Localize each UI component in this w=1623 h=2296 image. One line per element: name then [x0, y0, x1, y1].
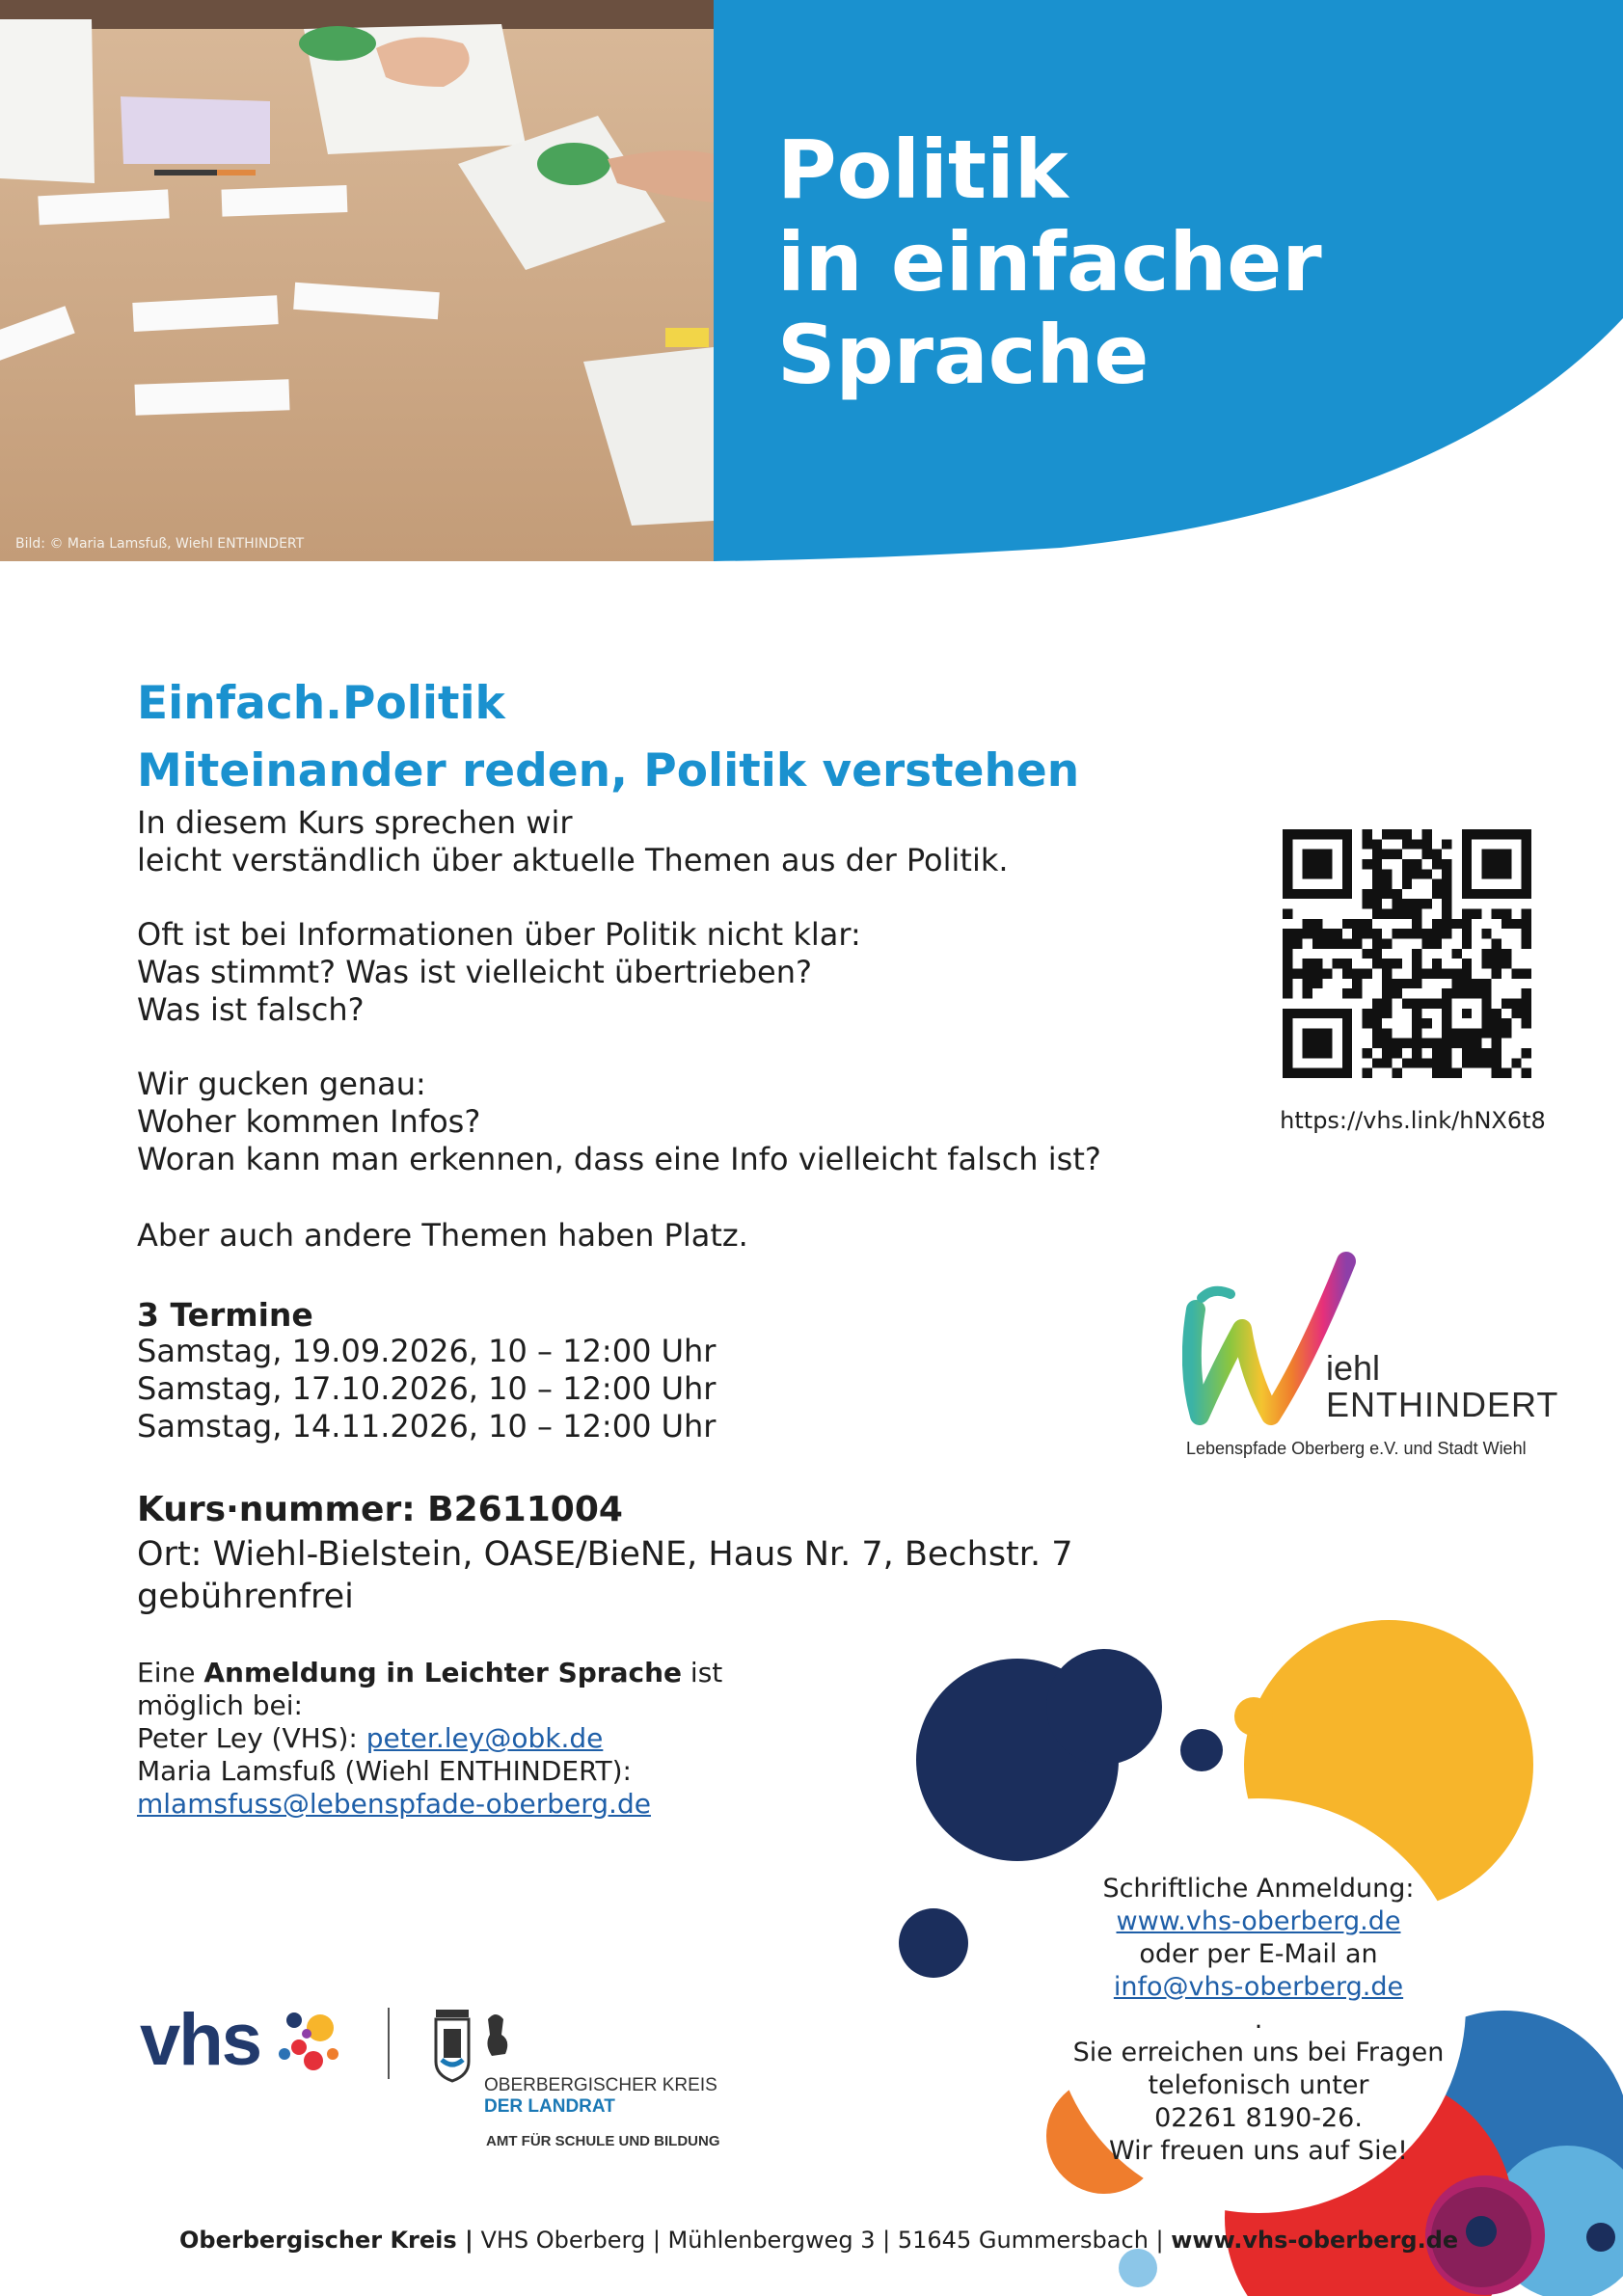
course-number: Kurs·nummer: B2611004	[137, 1490, 623, 1529]
question-line-2: Was stimmt? Was ist vielleicht übertrieben?	[137, 954, 812, 990]
contact-box-phone: 02261 8190-26.	[1154, 2103, 1363, 2133]
vhs-email-link[interactable]: info@vhs-oberberg.de	[1113, 1972, 1404, 2002]
question-line-3: Was ist falsch?	[137, 991, 365, 1028]
course-fee: gebührenfrei	[137, 1578, 354, 1616]
date-item: Samstag, 19.09.2026, 10 – 12:00 Uhr	[137, 1333, 717, 1369]
course-location: Ort: Wiehl-Bielstein, OASE/BieNE, Haus Nr. 7, Bechstr. 7	[137, 1535, 1073, 1574]
dates-list	[137, 1333, 716, 1445]
obk-department: AMT FÜR SCHULE UND BILDUNG	[486, 2133, 720, 2149]
method-line-1: Wir gucken genau:	[137, 1066, 426, 1102]
contact-1-label: Peter Ley (VHS):	[137, 1722, 366, 1754]
contact-box-line-2: oder per E-Mail an	[1139, 1939, 1378, 1969]
vhs-logo: vhs	[140, 1999, 260, 2081]
registration-intro-bold: Anmeldung in Leichter Sprache	[203, 1657, 683, 1688]
contact-box-line-4: telefonisch unter	[1148, 2070, 1369, 2100]
obk-name: OBERBERGISCHER KREIS	[484, 2075, 717, 2095]
dates-title: 3 Termine	[137, 1296, 313, 1334]
method-paragraph	[137, 1066, 1101, 1178]
method-line-3: Woran kann man erkennen, dass eine Info vielleicht falsch ist?	[137, 1141, 1101, 1177]
banner-title	[777, 123, 1568, 401]
vhs-website-link[interactable]: www.vhs-oberberg.de	[1116, 1906, 1401, 1936]
intro-line-1: In diesem Kurs sprechen wir	[137, 804, 573, 841]
registration-intro-pre: Eine	[137, 1657, 204, 1688]
wiehl-logo-subtitle: Lebenspfade Oberberg e.V. und Stadt Wiehl	[1186, 1439, 1527, 1458]
contact-2-email-link[interactable]: mlamsfuss@lebenspfade-oberberg.de	[137, 1788, 651, 1820]
contact-box-line-6: Wir freuen uns auf Sie!	[1108, 2136, 1409, 2166]
qr-code[interactable]	[1283, 829, 1531, 1078]
written-registration-box	[1041, 1873, 1475, 2168]
course-title: Einfach.Politik	[137, 677, 505, 730]
photo-credit: Bild: © Maria Lamsfuß, Wiehl ENTHINDERT	[15, 536, 305, 552]
question-paragraph	[137, 916, 861, 1029]
footer-website[interactable]: www.vhs-oberberg.de	[1171, 2227, 1459, 2254]
banner-title-line-3: Sprache	[777, 308, 1150, 402]
wiehl-logo-enthindert: ENTHINDERT	[1326, 1385, 1559, 1424]
footer-address: VHS Oberberg | Mühlenbergweg 3 | 51645 Gummersbach |	[473, 2227, 1172, 2254]
registration-info	[137, 1657, 722, 1821]
contact-box-period: .	[1254, 2005, 1263, 2035]
registration-intro-post: ist	[682, 1657, 723, 1688]
banner-title-line-2: in einfacher	[777, 215, 1322, 310]
date-item: Samstag, 17.10.2026, 10 – 12:00 Uhr	[137, 1370, 717, 1407]
question-line-1: Oft ist bei Informationen über Politik nicht klar:	[137, 916, 861, 953]
registration-contact-1	[137, 1722, 722, 1755]
other-topics-line: Aber auch andere Themen haben Platz.	[137, 1217, 748, 1254]
obk-landrat: DER LANDRAT	[484, 2096, 615, 2117]
header-photo	[0, 0, 714, 561]
intro-paragraph	[137, 804, 1009, 879]
contact-box-line-1: Schriftliche Anmeldung:	[1102, 1874, 1415, 1904]
other-topics-paragraph	[137, 1217, 748, 1255]
vhs-logo-dots-icon	[260, 2001, 357, 2088]
banner-title-line-1: Politik	[777, 122, 1068, 217]
registration-intro	[137, 1657, 722, 1689]
contact-box-link-row-1	[1041, 1905, 1475, 1938]
registration-line-2: möglich bei:	[137, 1689, 303, 1721]
registration-contact-2	[137, 1788, 722, 1821]
contact-box-link-row-2	[1041, 1971, 1475, 2037]
course-subtitle: Miteinander reden, Politik verstehen	[137, 744, 1080, 797]
footer-org: Oberbergischer Kreis |	[179, 2227, 473, 2254]
date-item: Samstag, 14.11.2026, 10 – 12:00 Uhr	[137, 1408, 717, 1445]
footer	[179, 2227, 1458, 2254]
contact-1-email-link[interactable]: peter.ley@obk.de	[365, 1722, 604, 1754]
logo-divider	[388, 2008, 390, 2079]
qr-url: https://vhs.link/hNX6t8	[1280, 1107, 1546, 1134]
registration-contact-2-label: Maria Lamsfuß (Wiehl ENTHINDERT):	[137, 1755, 632, 1787]
contact-box-line-3: Sie erreichen uns bei Fragen	[1072, 2038, 1445, 2067]
wiehl-logo-word: iehl	[1326, 1348, 1381, 1388]
intro-line-2: leicht verständlich über aktuelle Themen aus der Politik.	[137, 842, 1009, 878]
method-line-2: Woher kommen Infos?	[137, 1103, 481, 1140]
